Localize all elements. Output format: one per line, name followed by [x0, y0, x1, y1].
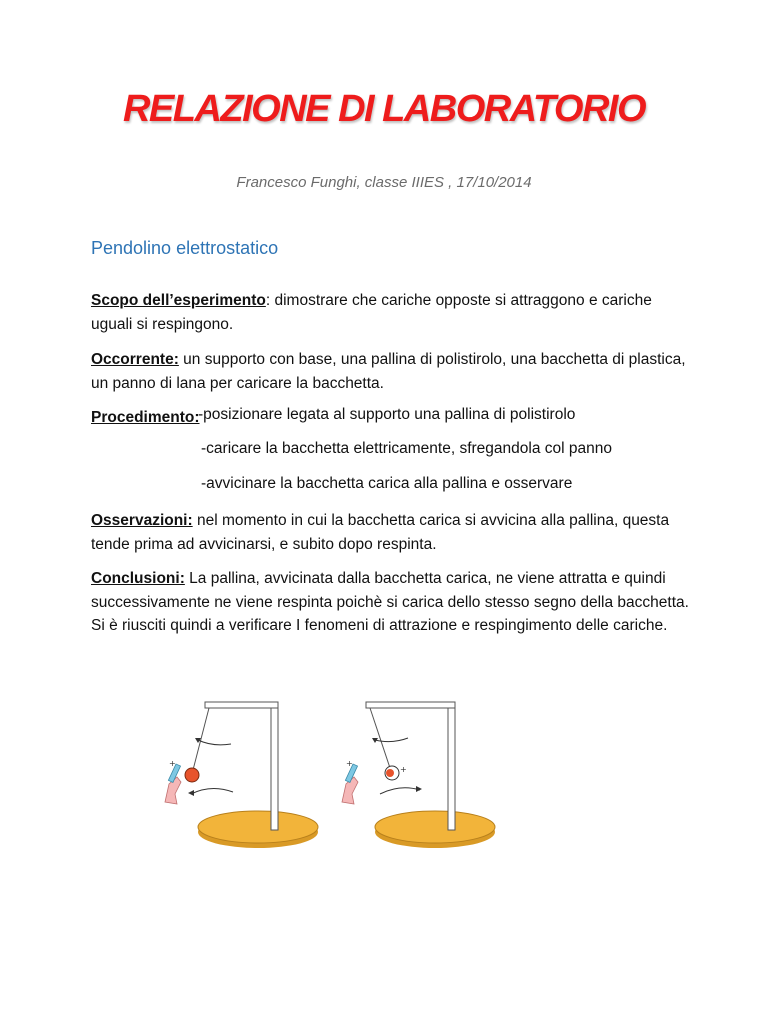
support-base — [375, 811, 495, 843]
swing-arrow-bottom — [380, 788, 420, 794]
procedimento-step-1: -posizionare legata al supporto una pallina di polistirolo — [198, 406, 576, 423]
author-line: Francesco Funghi, classe IIIES , 17/10/2014 — [236, 174, 532, 191]
occorrente-text: un supporto con base, una pallina di polistirolo, una bacchetta di plastica, un panno di lana per caricare la bacchetta. — [91, 351, 686, 392]
osservazioni-label: Osservazioni: — [91, 512, 193, 529]
plus-sign: + — [346, 759, 353, 768]
plus-sign-ball: + — [400, 765, 407, 774]
support-arm — [366, 702, 455, 708]
section-heading: Pendolino elettrostatico — [91, 238, 279, 258]
polystyrene-ball — [185, 768, 199, 782]
procedimento-label: Procedimento: — [91, 409, 200, 426]
scopo-label: Scopo dell’esperimento — [91, 292, 266, 309]
conclusioni-paragraph — [91, 567, 691, 638]
arrowhead-bottom — [416, 786, 422, 792]
occorrente-label: Occorrente: — [91, 351, 179, 368]
osservazioni-text: nel momento in cui la bacchetta carica si avvicina alla pallina, questa tende prima ad avvicinarsi, e subito dopo respinta. — [91, 512, 670, 553]
procedimento-step-3: -avvicinare la bacchetta carica alla pallina e osservare — [201, 475, 573, 492]
occorrente-paragraph — [91, 348, 691, 395]
procedimento-step-2: -caricare la bacchetta elettricamente, sfregandola col panno — [201, 440, 612, 457]
swing-arrow-bottom — [191, 788, 233, 794]
plus-sign: + — [169, 759, 176, 768]
conclusioni-text: La pallina, avvicinata dalla bacchetta carica, ne viene attratta e quindi successivamente ne viene respinta poichè si carica dello stesso segno della bacchetta. Si è riusciti quindi a verificare I fenomeni di attrazione e respingimento delle cariche. — [91, 570, 689, 634]
scopo-paragraph — [91, 289, 691, 336]
pendulum-repulsion-figure — [265, 672, 565, 882]
swing-arrow-top — [198, 740, 231, 745]
pendulum-thread — [193, 708, 209, 770]
arrowhead-bottom — [188, 790, 194, 796]
document-title: RELAZIONE DI LABORATORIO — [122, 88, 646, 130]
conclusioni-label: Conclusioni: — [91, 570, 185, 587]
scopo-text: : dimostrare che cariche opposte si attraggono e cariche uguali si respingono. — [91, 292, 652, 333]
ball-charge — [386, 769, 394, 777]
support-pole — [448, 702, 455, 830]
osservazioni-paragraph — [91, 509, 691, 556]
